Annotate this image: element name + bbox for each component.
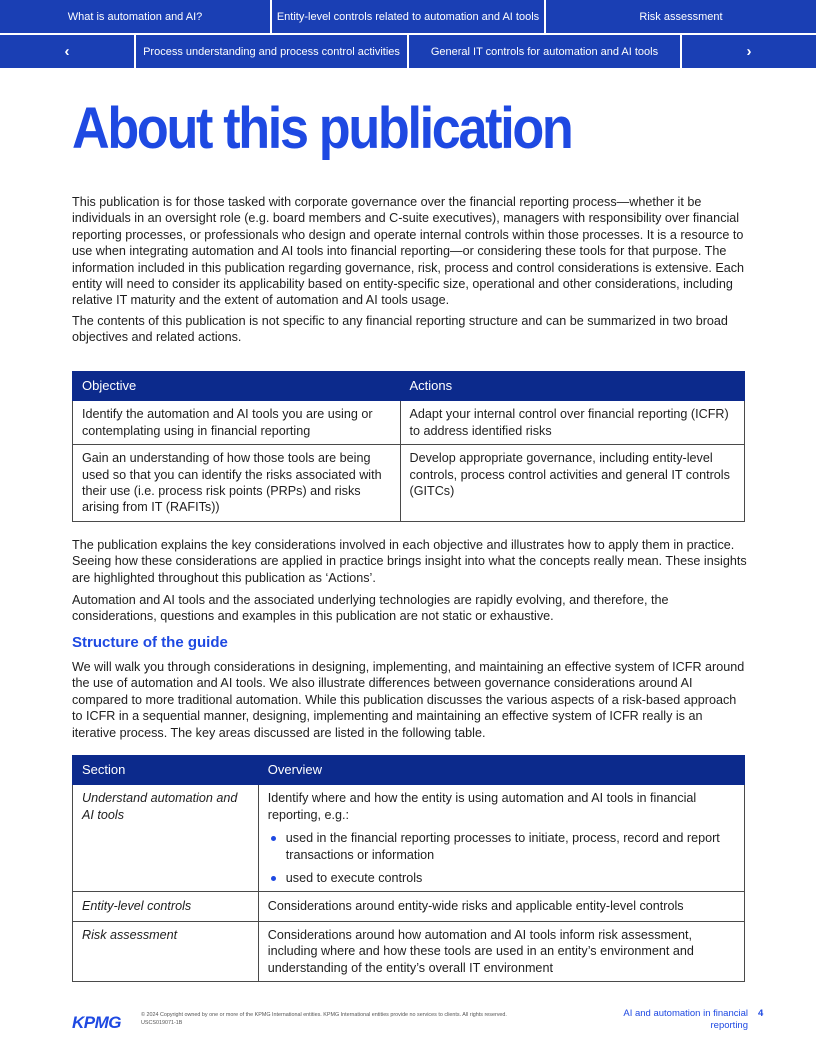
table-row	[73, 785, 745, 892]
top-nav-primary	[0, 0, 816, 34]
page-number: 4	[758, 1008, 764, 1019]
nav-prev-button[interactable]	[0, 35, 134, 68]
list-item: used in the financial reporting processes to initiate, process, record and report transactions or information	[268, 830, 735, 863]
kpmg-logo: KPMG	[72, 1013, 121, 1032]
chevron-right-icon: ›	[746, 43, 752, 60]
table-header-cell: Overview	[258, 756, 744, 785]
table-row	[73, 401, 745, 445]
table-header-cell: Objective	[73, 372, 401, 401]
table-cell: Considerations around entity-wide risks and applicable entity-level controls	[258, 892, 744, 921]
top-nav-secondary	[0, 34, 816, 69]
table-cell: Understand automation and AI tools	[73, 785, 259, 892]
table-header-row	[73, 372, 745, 401]
intro-paragraph: This publication is for those tasked with corporate governance over the financial reporting process—whether it be individuals in an oversight role (e.g. board members and C-suite executives), managers with responsibility over financial reporting processes, or professionals who design and operate internal controls within those processes. It is a resource to use when integrating automation and AI tools into financial reporting—or considering these tools for that purpose. The information included in this publication regarding governance, risk, process and control considerations is extensive. Each entity will need to consider its applicability based on entity-specific size, operational and other considerations, including relative IT maturity and the extent of automation and AI tools usage.	[72, 195, 745, 308]
table-header-cell: Section	[73, 756, 259, 785]
table-cell: Entity-level controls	[73, 892, 259, 921]
table-cell: Risk assessment	[73, 921, 259, 981]
nav-tab-label: Entity-level controls related to automation and AI tools	[276, 10, 540, 23]
nav-tab-process-understanding[interactable]	[136, 35, 407, 68]
nav-tab-label: Process understanding and process control activities	[143, 45, 400, 58]
page-title: About this publication	[72, 96, 572, 161]
nav-tab-entity-level-controls[interactable]	[272, 0, 544, 33]
nav-tab-label: Risk assessment	[639, 10, 723, 23]
body-paragraph: The publication explains the key considerations involved in each objective and illustrates how to apply them in practice. Seeing how these considerations are applied in practice brings insight into what the concepts really mean. These insights are highlighted throughout this publication as ‘Actions’.	[72, 538, 747, 585]
table-header-cell: Actions	[400, 372, 744, 401]
table-cell: Gain an understanding of how those tools are being used so that you can identify the risks associated with their use (i.e. process risk points (PRPs) and risks arising from IT (RAFITs))	[73, 445, 401, 522]
bullet-list	[268, 830, 735, 886]
nav-tab-general-it-controls[interactable]	[409, 35, 680, 68]
chevron-left-icon: ‹	[64, 43, 70, 60]
overview-text: Identify where and how the entity is using automation and AI tools in financial reporting, e.g.:	[267, 791, 697, 822]
section-heading: Structure of the guide	[72, 634, 228, 651]
table-row	[73, 921, 745, 981]
table-row	[73, 892, 745, 921]
table-header-row	[73, 756, 745, 785]
sections-table	[72, 755, 745, 982]
table-cell: Considerations around how automation and AI tools inform risk assessment, including where and how these tools are used in an entity’s environment and understanding of the entity’s overall IT environment	[258, 921, 744, 981]
list-item: used to execute controls	[268, 870, 735, 886]
document-title-link[interactable]: AI and automation in financial reporting	[623, 1008, 748, 1031]
table-cell: Identify the automation and AI tools you are using or contemplating using in financial reporting	[73, 401, 401, 445]
structure-paragraph: We will walk you through considerations in designing, implementing, and maintaining an effective system of ICFR around the use of automation and AI tools. We also illustrate differences between governance considerations around AI compared to more traditional automation. While this publication discusses the various aspects of a risk-based approach to ICFR in a sequential manner, designing, implementing and maintaining an effective system of ICFR really is an iterative process. The key areas discussed are listed in the following table.	[72, 660, 745, 740]
nav-tab-label: General IT controls for automation and AI tools	[430, 45, 659, 58]
table-cell: Develop appropriate governance, including entity-level controls, process control activities and general IT controls (GITCs)	[400, 445, 744, 522]
nav-tab-label: What is automation and AI?	[67, 10, 203, 23]
table-cell: Adapt your internal control over financial reporting (ICFR) to address identified risks	[400, 401, 744, 445]
body-paragraph: Automation and AI tools and the associated underlying technologies are rapidly evolving, and therefore, the considerations, questions and examples in this publication are not static or exhaustive.	[72, 593, 669, 624]
copyright-text: © 2024 Copyright owned by one or more of the KPMG International entities. KPMG International entities provide no services to clients. All rights reserved. USCS019071-1B	[141, 1012, 507, 1026]
nav-tab-what-is-automation[interactable]	[0, 0, 270, 33]
objectives-table	[72, 371, 745, 522]
nav-tab-risk-assessment[interactable]	[546, 0, 816, 33]
table-cell	[258, 785, 744, 892]
table-row	[73, 445, 745, 522]
nav-next-button[interactable]	[682, 35, 816, 68]
intro-paragraph: The contents of this publication is not specific to any financial reporting structure and can be summarized in two broad objectives and related actions.	[72, 314, 728, 345]
